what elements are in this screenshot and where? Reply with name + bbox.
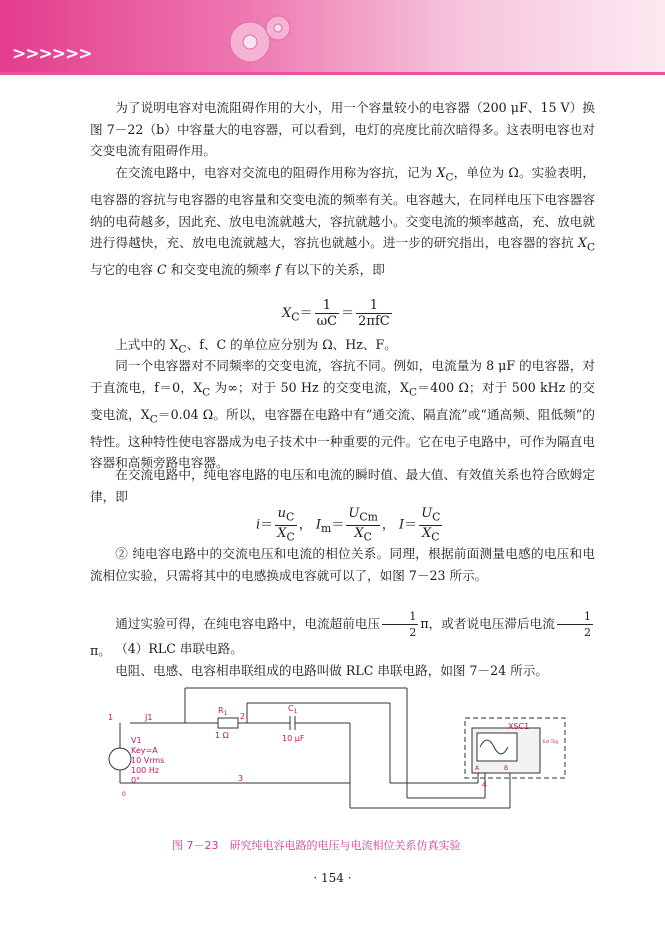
paragraph-9: 电阻、电感、电容相串联组成的电路叫做 RLC 串联电路，如图 7－24 所示。 (115, 663, 548, 678)
node-0-label: 0 (122, 791, 126, 798)
paragraph-5: 在交流电路中，纯电容电路的电压和电流的瞬时值、最大值、有效值关系也符合欧姆定律，即 (90, 467, 595, 504)
paragraph-3: 上式中的 $X_C$、f、C 的单位应分别为 Ω、Hz、F。 (115, 337, 397, 356)
node-2-label: 2 (240, 712, 246, 721)
paragraph-8: （4）RLC 串联电路。 (115, 641, 243, 656)
paragraph-7: 通过实验可得，在纯电容电路中，电流超前电压 $\frac{1}{2}$ π，或者说电压滞后电流 $\frac{1}{2}$ π。 (90, 610, 592, 658)
gear-decoration-icon (208, 8, 298, 70)
chevron-decoration-icon: >>>>>> (12, 44, 92, 64)
paragraph-1: 为了说明电容对电流阻碍作用的大小，用一个容量较小的电容器（200 μF、15 V）换图 7－22（b）中容量大的电容器，可以看到，电灯的亮度比前次暗得多。这表明电容也对交变电流有阻碍作用。 (90, 100, 595, 159)
source-key: Key=A (131, 746, 158, 755)
scope-ext-trig: Ext Trig (543, 739, 558, 744)
paragraph-4: 同一个电容器对不同频率的交变电流，容抗不同。例如，电流量为 8 μF 的电容器，对于直流电，f＝0，$X_C$ 为∞；对于 50 Hz 的交变电流，$X_C=400$ Ω；对于 500 kHz 的交变电流，$X_C=0.04$ Ω。所以，电容器在电路中有“通交流、隔直流”或“通高频、阻低频”的特性。这种特性使电容器成为电子技术中一种重要的元件。它在电子电路中，可作为隔直电容器和高频旁路电容器。 (90, 358, 595, 471)
resistor-label: $R_1$ (218, 706, 228, 717)
scope-label: XSC1 (508, 722, 530, 731)
node-1-label: 1 (108, 713, 114, 722)
switch-label: J1 (145, 713, 153, 722)
source-voltage: 10 Vrms (131, 756, 165, 765)
node-4-label: 4 (482, 780, 488, 789)
figure-caption: 图 7－23 研究纯电容电路的电压与电流相位关系仿真实验 (172, 839, 461, 852)
circuit-diagram (100, 683, 570, 813)
source-phase: 0° (131, 776, 141, 785)
node-3-label: 3 (238, 774, 244, 783)
capacitive-reactance-formula: $X_C=$ $\frac{1}{\omega C}$ ＝ $\frac{1}{\text{2πfC}}$ (282, 298, 390, 329)
header-band (0, 0, 665, 72)
capacitor-label: $C_1$ (288, 704, 298, 715)
capacitor-value: 10 μF (282, 734, 305, 743)
header-rule (0, 72, 665, 75)
page-number: · 154 · (313, 871, 352, 885)
scope-channel-b: B (504, 765, 509, 772)
paragraph-6: ② 纯电容电路中的交流电压和电流的相位关系。同理，根据前面测量电感的电压和电流相位实验，只需将其中的电感换成电容就可以了，如图 7－23 所示。 (90, 546, 595, 583)
resistor-value: 1 Ω (215, 731, 229, 740)
paragraph-2: 在交流电路中，电容对交流电的阻碍作用称为容抗，记为 $X_C$，单位为 Ω。实验表明，电容器的容抗与电容器的电容量和交变电流的频率有关。电容越大，在同样电压下电容器容纳的电荷越多，因此充、放电电流就越大，容抗就越小。交变电流的频率越高，充、放电就进行得越快，充、放电电流就越大，容抗也就越小。进一步的研究指出，电容器的容抗 $X_C$ 与它的电容 C 和交变电流的频率 f 有以下的关系，即 (90, 165, 595, 278)
source-name: V1 (131, 736, 142, 745)
scope-channel-a: A (475, 765, 480, 772)
ohms-law-formula: i＝ $\frac{u_C}{X_C}$ ， $I_m=$ $\frac{U_{Cm}}{X_C}$ ， I＝ $\frac{U_C}{X_C}$ (256, 506, 441, 544)
source-frequency: 100 Hz (131, 766, 160, 775)
